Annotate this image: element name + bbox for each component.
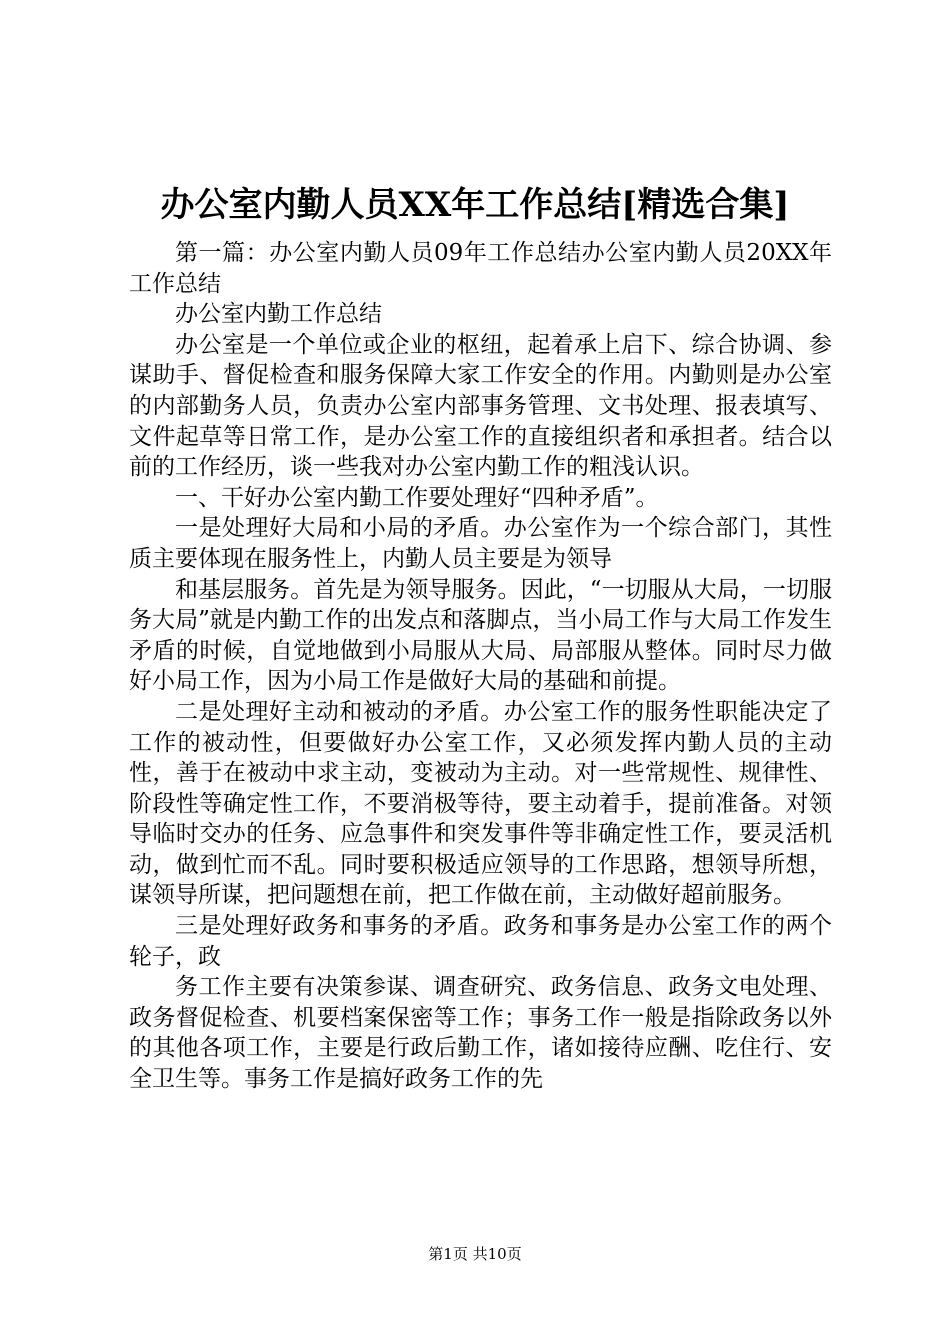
body-paragraph: 和基层服务。首先是为领导服务。因此，“一切服从大局，一切服务大局”就是内勤工作的出发点和落脚点，当小局工作与大局工作发生矛盾的时候，自觉地做到小局服从大局、局部服从整体。同时尽力做好小局工作，因为小局工作是做好大局的基础和前提。 bbox=[129, 576, 832, 695]
body-paragraph: 办公室内勤工作总结 bbox=[175, 301, 382, 328]
document-title: 办公室内勤人员XX年工作总结[精选合集] bbox=[160, 185, 790, 225]
document-body bbox=[129, 238, 832, 1095]
body-paragraph: 务工作主要有决策参谋、调查研究、政务信息、政务文电处理、政务督促检查、机要档案保密等工作；事务工作一般是指除政务以外的其他各项工作，主要是行政后勤工作，诸如接待应酬、吃住行、安全卫生等。事务工作是搞好政务工作的先 bbox=[129, 974, 832, 1093]
body-paragraph: 一、干好办公室内勤工作要处理好“四种矛盾”。 bbox=[175, 484, 659, 511]
body-paragraph: 办公室是一个单位或企业的枢纽，起着承上启下、综合协调、参谋助手、督促检查和服务保障大家工作安全的作用。内勤则是办公室的内部勤务人员，负责办公室内部事务管理、文书处理、报表填写、文件起草等日常工作，是办公室工作的直接组织者和承担者。结合以前的工作经历，谈一些我对办公室内勤工作的粗浅认识。 bbox=[129, 331, 832, 481]
body-paragraph: 三是处理好政务和事务的矛盾。政务和事务是办公室工作的两个轮子，政 bbox=[129, 913, 832, 970]
body-paragraph: 第一篇：办公室内勤人员09年工作总结办公室内勤人员20XX年工作总结 bbox=[129, 240, 832, 297]
body-paragraph: 一是处理好大局和小局的矛盾。办公室作为一个综合部门，其性质主要体现在服务性上，内勤人员主要是为领导 bbox=[129, 515, 832, 572]
page-number-footer: 第1页 共10页 bbox=[428, 1245, 522, 1263]
body-paragraph: 二是处理好主动和被动的矛盾。办公室工作的服务性职能决定了工作的被动性，但要做好办公室工作，又必须发挥内勤人员的主动性，善于在被动中求主动，变被动为主动。对一些常规性、规律性、阶段性等确定性工作，不要消极等待，要主动着手，提前准备。对领导临时交办的任务、应急事件和突发事件等非确定性工作，要灵活机动，做到忙而不乱。同时要积极适应领导的工作思路，想领导所想，谋领导所谋，把问题想在前，把工作做在前，主动做好超前服务。 bbox=[129, 698, 832, 909]
